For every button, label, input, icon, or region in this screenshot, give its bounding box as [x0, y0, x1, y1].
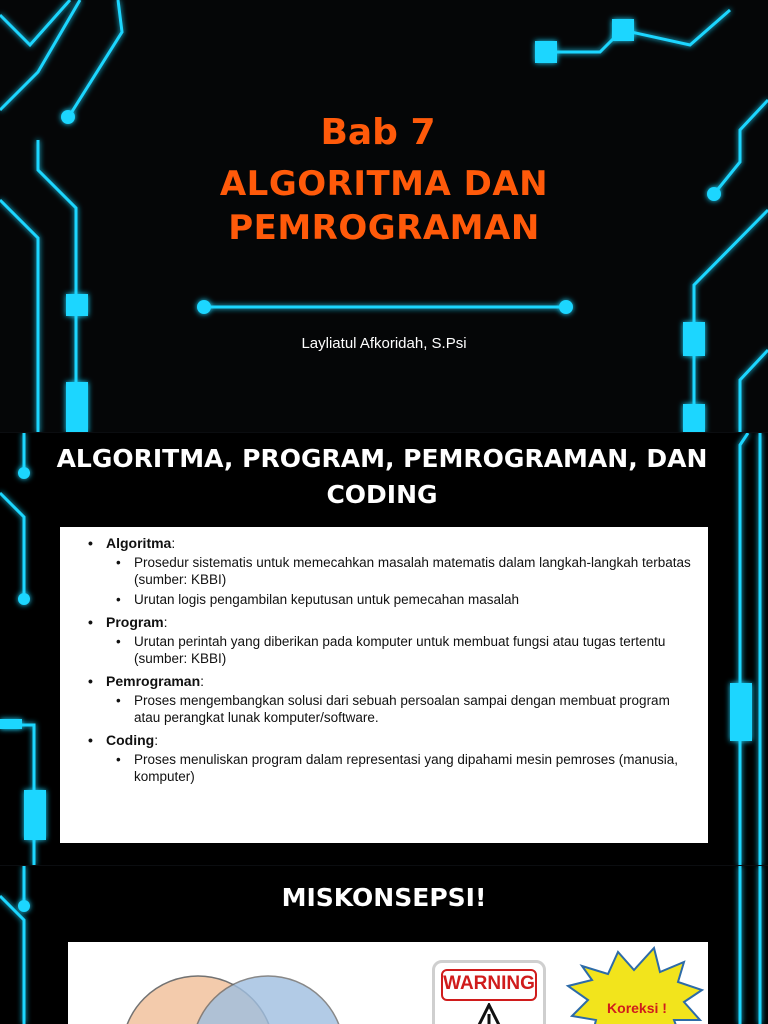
- warning-triangle-icon: [475, 1003, 503, 1024]
- definitions-slide: [0, 433, 768, 866]
- definition-item: • Proses menuliskan program dalam representasi yang dipahami mesin pemroses (manusia, komputer): [84, 751, 692, 785]
- title-slide: [0, 0, 768, 433]
- term-label: Coding: [106, 732, 155, 748]
- misconception-slide: [0, 866, 768, 1024]
- venn-diagram: [68, 942, 428, 1024]
- author-name: Layliatul Afkoridah, S.Psi: [301, 335, 467, 352]
- correction-label: Koreksi !: [607, 1000, 667, 1016]
- chapter-label: Bab 7: [320, 112, 436, 153]
- term-label: Algoritma: [106, 535, 172, 551]
- term-label: Pemrograman: [106, 673, 201, 689]
- definition-item: • Proses mengembangkan solusi dari sebuah persoalan sampai dengan membuat program atau perangkat lunak komputer/software.: [84, 692, 692, 726]
- term-coding: • Coding:: [84, 732, 692, 748]
- definitions-box: [60, 527, 708, 843]
- definition-item: • Urutan logis pengambilan keputusan untuk pemecahan masalah: [84, 591, 692, 608]
- term-label: Program: [106, 614, 164, 630]
- term-program: • Program:: [84, 614, 692, 630]
- slide-title: ALGORITMA, PROGRAM, PEMROGRAMAN, DAN CODING: [56, 444, 708, 509]
- warning-sign: [432, 960, 546, 1024]
- definition-item: • Prosedur sistematis untuk memecahkan masalah matematis dalam langkah-langkah terbatas (sumber: KBBI): [84, 554, 692, 588]
- definition-item: • Urutan perintah yang diberikan pada komputer untuk membuat fungsi atau tugas tertentu (sumber: KBBI): [84, 633, 692, 667]
- illustration-panel: [68, 942, 708, 1024]
- term-pemrograman: • Pemrograman:: [84, 673, 692, 689]
- slide-title: MISKONSEPSI!: [281, 883, 487, 912]
- warning-label: WARNING: [443, 973, 535, 994]
- warning-banner: [441, 969, 537, 1001]
- term-algoritma: • Algoritma:: [84, 535, 692, 551]
- chapter-title: ALGORITMA DAN PEMROGRAMAN: [219, 164, 549, 248]
